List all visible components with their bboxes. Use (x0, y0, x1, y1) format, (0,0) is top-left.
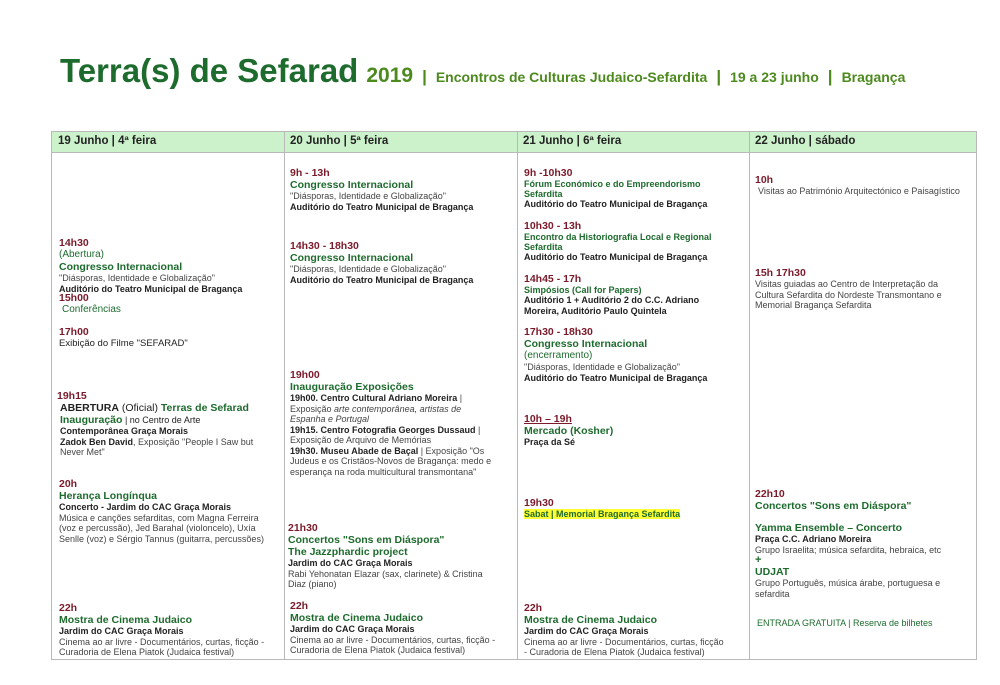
event-venue: Praça da Sé (524, 437, 576, 447)
event-time: 21h30 (288, 522, 318, 534)
event-venue: Auditório do Teatro Municipal de Bragança (524, 199, 708, 209)
event-description: Curadoria de Elena Piatok (Judaica festival) (59, 647, 235, 657)
event-venue: Contemporânea Graça Morais (60, 426, 189, 436)
event-title: Inauguração Exposições (290, 381, 414, 393)
event-conferences (59, 292, 121, 316)
event-film (59, 326, 188, 350)
page-header (60, 52, 905, 90)
event-time: 14h30 (59, 237, 89, 249)
event-time: 14h30 - 18h30 (290, 240, 359, 252)
day-header-22: 22 Junho | sábado (749, 132, 976, 153)
title-year: 2019 (366, 64, 414, 87)
event-title: Congresso Internacional (290, 179, 414, 191)
event-time: 9h -10h30 (524, 167, 573, 179)
event-time: 15h00 (59, 292, 89, 304)
event-title-cont: Sefardita (524, 242, 563, 252)
subtitle: Encontros de Culturas Judaico-Sefardita (435, 69, 708, 85)
exhibition-title: Exposição de Arquivo de Memórias (290, 435, 432, 445)
event-sons-diaspora (755, 488, 941, 599)
opening-type: (Oficial) (118, 402, 161, 414)
event-congress-afternoon (290, 240, 473, 285)
page-title: Terra(s) de Sefarad (60, 52, 359, 89)
event-description: Grupo Português, música árabe, portuguesa e (755, 578, 941, 588)
separator-text: | (457, 393, 463, 403)
event-title: Sabat | Memorial Bragança Sefardita (524, 509, 681, 519)
exhibition-venue: 19h00. Centro Cultural Adriano Moreira (290, 393, 458, 403)
event-note: (Abertura) (59, 249, 105, 260)
event-time: 20h (59, 478, 78, 490)
plus-sign: + (755, 554, 762, 566)
day-header-19: 19 Junho | 4ª feira (52, 132, 284, 153)
event-official-opening (57, 390, 253, 458)
event-time: 19h00 (290, 369, 320, 381)
column-divider (749, 132, 750, 659)
event-time: 14h45 - 17h (524, 273, 582, 285)
event-description: Visitas ao Património Arquitectónico e Paisagístico (758, 186, 960, 196)
event-sabat (524, 497, 680, 520)
separator-text: | (475, 424, 481, 435)
event-venue: Jardim do CAC Graça Morais (288, 558, 413, 568)
free-entry-text: ENTRADA GRATUITA | Reserva de bilhetes (757, 618, 933, 628)
event-title: Mostra de Cinema Judaico (524, 614, 658, 626)
exhibition-title-cont: Judeus e os Cristãos-Novos de Bragança: medo e (290, 456, 492, 466)
event-venue: Auditório do Teatro Municipal de Bragança (59, 283, 243, 294)
event-title: Fórum Económico e do Empreendorismo (524, 179, 701, 189)
event-congress-opening (59, 237, 242, 294)
event-time: 22h (59, 602, 78, 614)
event-description: Curadoria de Elena Piatok (Judaica festival) (290, 645, 466, 655)
event-title-cont: Sefardita (524, 189, 563, 199)
separator: | (422, 67, 427, 86)
event-title: Simpósios (Call for Papers) (524, 285, 642, 295)
column-divider (517, 132, 518, 659)
event-congress-morning (290, 167, 473, 212)
event-venue: Auditório do Teatro Municipal de Bragança (290, 201, 474, 212)
separator: | (827, 67, 833, 86)
event-venue: Concerto - Jardim do CAC Graça Morais (59, 502, 232, 512)
event-time: 22h (524, 602, 543, 614)
event-description: (voz e percussão), Jed Barahal (violoncelo), Uxía (59, 523, 256, 533)
event-venue: Praça C.C. Adriano Moreira (755, 534, 872, 544)
event-kosher-market (524, 413, 613, 448)
event-time: 17h30 - 18h30 (524, 326, 593, 338)
event-historiography (524, 220, 712, 263)
event-title: Exibição do Filme "SEFARAD" (59, 338, 188, 349)
event-description: Visitas guiadas ao Centro de Interpretação da (755, 279, 938, 289)
event-time: 19h15 (57, 390, 87, 402)
event-description: Cinema ao ar livre - Documentários, curtas, ficção (524, 636, 724, 647)
event-description: Cultura Sefardita do Nordeste Transmontano e (755, 289, 942, 300)
event-venue: Jardim do CAC Graça Morais (59, 626, 184, 636)
inauguration-label: Inauguração (60, 414, 123, 426)
event-cinema-19 (59, 602, 264, 658)
event-venue-cont: Moreira, Auditório Paulo Quintela (524, 305, 667, 316)
event-title: Mercado (Kosher) (524, 425, 614, 437)
event-description: "Diásporas, Identidade e Globalização" (59, 273, 215, 283)
event-exhibitions (290, 369, 491, 477)
event-time: 10h30 - 13h (524, 220, 582, 232)
event-subtitle: UDJAT (755, 566, 790, 578)
event-title: Herança Longínqua (59, 490, 158, 502)
day-header-20: 20 Junho | 5ª feira (284, 132, 517, 153)
event-venue: Jardim do CAC Graça Morais (524, 626, 649, 636)
event-time: 22h (290, 600, 309, 612)
event-cinema-21 (524, 602, 724, 658)
event-venue: Auditório do Teatro Municipal de Bragança (524, 372, 708, 383)
event-title: Concertos "Sons em Diáspora" (288, 534, 445, 546)
event-description: - Curadoria de Elena Piatok (Judaica festival) (524, 647, 705, 657)
event-heranca (59, 478, 264, 544)
event-description: sefardita (755, 588, 790, 599)
exhibition-title-cont: Espanha e Portugal (290, 414, 370, 424)
inauguration-venue: | no Centro de Arte (122, 415, 201, 425)
event-time: 17h00 (59, 326, 89, 338)
exhibition-title: | Exposição "Os (418, 445, 485, 456)
event-time: 9h - 13h (290, 167, 330, 179)
event-description: Diaz (piano) (288, 579, 337, 589)
event-time: 19h30 (524, 497, 554, 509)
exhibition-title-cont: esperança na roda multicultural transmontana" (290, 466, 477, 477)
exhibition-title: , Exposição "People I Saw but (133, 436, 254, 447)
event-description: Música e canções sefarditas, com Magna Ferreira (59, 512, 259, 523)
event-guided-visits (755, 267, 942, 311)
event-description: "Diásporas, Identidade e Globalização" (524, 362, 680, 372)
event-title: Encontro da Historiografia Local e Regional (524, 232, 712, 242)
exhibition-title: arte contemporânea, artistas de (334, 403, 462, 414)
artist-name: Zadok Ben David (60, 436, 134, 447)
event-description: Cinema ao ar livre - Documentários, curtas, ficção - (290, 634, 496, 645)
event-title: Congresso Internacional (524, 338, 648, 350)
separator: | (716, 67, 722, 86)
free-entry-note (757, 618, 933, 629)
event-subtitle: The Jazzphardic project (288, 546, 408, 558)
event-title: Congresso Internacional (290, 252, 414, 264)
exhibition-label: Exposição (290, 403, 335, 414)
event-economic-forum (524, 167, 707, 210)
event-description: Cinema ao ar livre - Documentários, curtas, ficção - (59, 636, 265, 647)
event-title: Concertos "Sons em Diáspora" (755, 500, 912, 512)
event-description: "Diásporas, Identidade e Globalização" (290, 264, 446, 274)
event-congress-closing (524, 326, 707, 383)
event-jazzphardic (288, 522, 483, 590)
exhibition-venue: 19h30. Museu Abade de Baçal (290, 445, 419, 456)
event-note: (encerramento) (524, 350, 593, 361)
event-description: Senlle (voz) e Sérgio Tannus (guitarra, percussões) (59, 533, 264, 544)
event-description: "Diásporas, Identidade e Globalização" (290, 191, 446, 201)
column-divider (284, 132, 285, 659)
event-title: Mostra de Cinema Judaico (290, 612, 424, 624)
schedule-table (51, 131, 977, 660)
exhibition-title-cont: Never Met" (60, 447, 105, 457)
event-venue: Auditório 1 + Auditório 2 do C.C. Adriano (524, 295, 700, 305)
event-title: Mostra de Cinema Judaico (59, 614, 193, 626)
event-description: Rabi Yehonatan Elazar (sax, clarinete) & Cristina (288, 568, 483, 579)
event-description: Memorial Bragança Sefardita (755, 300, 872, 310)
day-header-21: 21 Junho | 6ª feira (517, 132, 749, 153)
opening-title: Terras de Sefarad (160, 402, 249, 414)
event-venue: Auditório do Teatro Municipal de Bragança (290, 274, 474, 285)
event-heritage-visits (755, 174, 960, 197)
event-time: 10h (755, 174, 774, 186)
event-description: Grupo Israelita; música sefardita, hebraica, etc (755, 544, 942, 555)
event-subtitle: Yamma Ensemble – Concerto (755, 522, 903, 534)
event-cinema-20 (290, 600, 495, 656)
event-place: Bragança (841, 69, 906, 85)
event-symposia (524, 273, 699, 316)
event-title: Conferências (62, 304, 121, 315)
event-venue: Auditório do Teatro Municipal de Bragança (524, 252, 708, 262)
event-time: 15h 17h30 (755, 267, 806, 279)
event-time: 10h – 19h (524, 413, 572, 425)
event-dates: 19 a 23 junho (730, 69, 819, 85)
event-venue: Jardim do CAC Graça Morais (290, 624, 415, 634)
event-time: 22h10 (755, 488, 785, 500)
opening-label: ABERTURA (60, 402, 119, 414)
event-title: Congresso Internacional (59, 261, 183, 273)
exhibition-venue: 19h15. Centro Fotografia Georges Dussaud (290, 424, 476, 435)
